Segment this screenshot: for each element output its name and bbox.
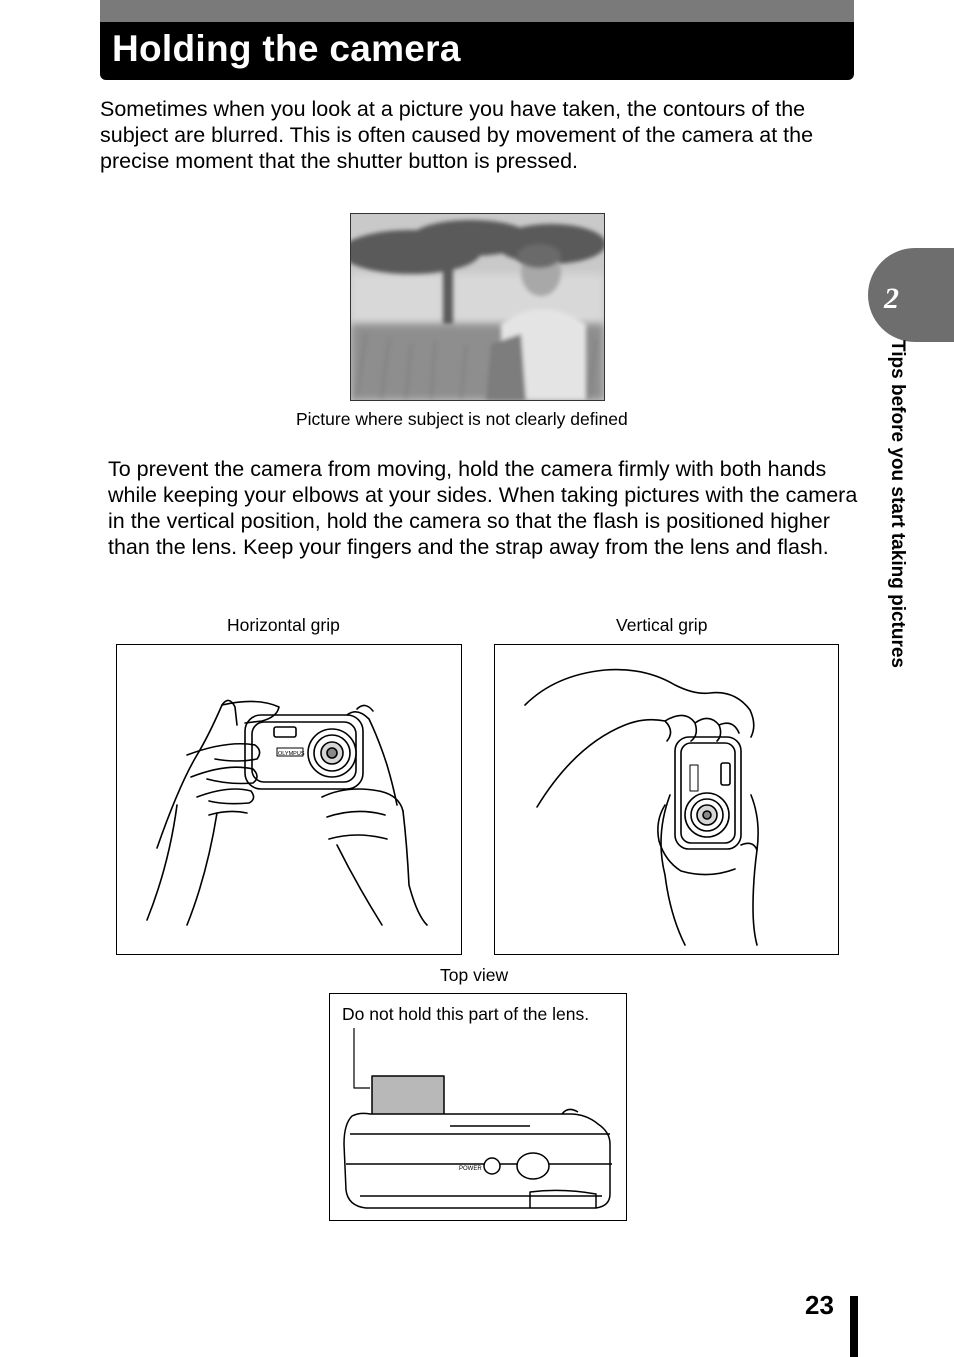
lens-warning-note: Do not hold this part of the lens. bbox=[342, 1004, 590, 1024]
blurred-photo bbox=[350, 213, 605, 401]
page-number: 23 bbox=[805, 1290, 834, 1320]
chapter-number: 2 bbox=[884, 282, 899, 315]
chapter-tab bbox=[868, 248, 954, 342]
instructions-paragraph: To prevent the camera from moving, hold the camera firmly with both hands while keeping your elbows at your sides. When taking pictures with the camera in the vertical position, hold the camera so that the flash is positioned higher than the lens. Keep your fingers and the strap away from the lens and flash. bbox=[108, 457, 858, 559]
vertical-grip-illustration bbox=[494, 644, 839, 955]
page-number-bar bbox=[850, 1296, 858, 1357]
chapter-title: Tips before you start taking pictures bbox=[887, 340, 908, 669]
brand-label-horizontal: OLYMPUS bbox=[278, 751, 305, 757]
page-title: Holding the camera bbox=[112, 28, 461, 69]
title-strip bbox=[100, 0, 854, 22]
horizontal-grip-label: Horizontal grip bbox=[227, 615, 340, 635]
intro-paragraph: Sometimes when you look at a picture you have taken, the contours of the subject are blurred. This is often caused by movement of the camera at the precise moment that the shutter button is pressed. bbox=[100, 97, 814, 173]
power-label: POWER bbox=[459, 1166, 482, 1172]
title-bar bbox=[100, 0, 854, 80]
top-view-label: Top view bbox=[440, 965, 509, 985]
horizontal-grip-illustration bbox=[116, 644, 462, 955]
vertical-grip-label: Vertical grip bbox=[616, 615, 708, 635]
photo-caption: Picture where subject is not clearly defined bbox=[296, 409, 628, 429]
top-view-illustration bbox=[329, 993, 627, 1221]
